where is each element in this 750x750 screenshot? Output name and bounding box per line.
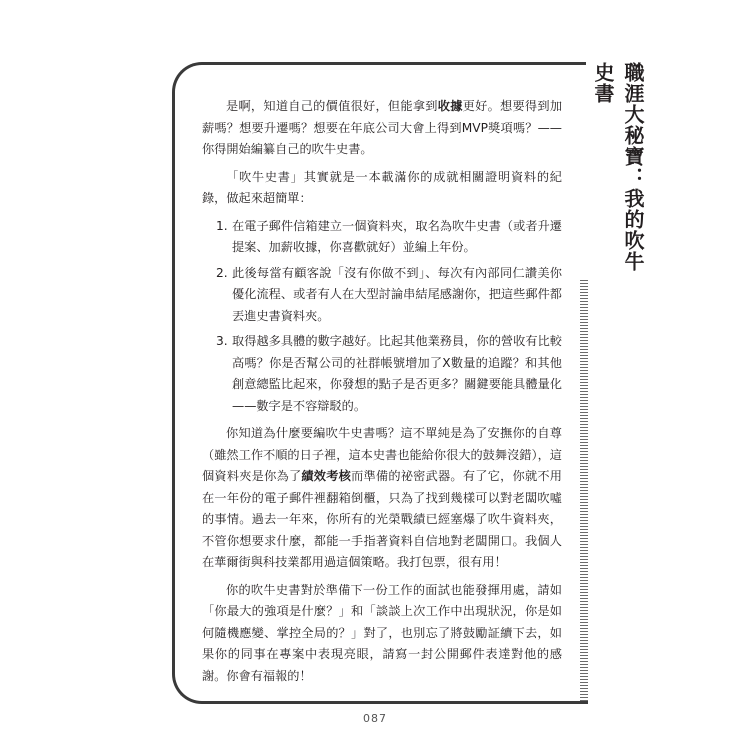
list-number: 3. — [216, 334, 228, 348]
body-text — [202, 96, 562, 693]
paragraph-2: 「吹牛史書」其實就是一本載滿你的成就相關證明資料的紀錄，做起來超簡單： — [202, 169, 562, 205]
frame-right-dotted-edge — [580, 280, 588, 704]
frame-top-corner — [580, 62, 586, 65]
list-text: 此後每當有顧客說「沒有你做不到」、每次有內部同仁讚美你優化流程、或者有人在大型討論串結尾感謝你，把這些郵件都丟進史書資料夾。 — [232, 265, 562, 323]
paragraph-5: 你的吹牛史書對於準備下一份工作的面試也能發揮用處，請如「你最大的強項是什麼？」和「談談上次工作中出現狀況，你是如何隨機應變、掌控全局的？」對了，也別忘了將鼓勵証續下去，如果你的同事在專案中表現亮眼，請寫一封公開郵件表達對他的感謝。你會有福報的！ — [202, 582, 562, 683]
list-item — [202, 216, 562, 259]
paragraph-4-part-a: 你知道為什麼要編吹牛史書嗎？這不單純是為了安撫你的自尊（雖然工作不順的日子裡，這本史書也能給你很大的鼓舞沒錯），這個資料夾是你為了 — [202, 426, 562, 483]
frame-bottom-corner — [574, 701, 588, 704]
list-text: 取得越多具體的數字越好。比起其他業務員，你的營收有比較高嗎？你是否幫公司的社群帳號增加了X數量的追蹤？和其他創意總監比起來，你發想的點子是否更多？關鍵要能具體量化——數字是不容辯駁的。 — [232, 334, 562, 413]
paragraph-1 — [202, 96, 562, 161]
paragraph-4-emphasis: 績效考核 — [301, 469, 352, 483]
running-header — [588, 62, 645, 272]
paragraph-4-part-b: 而準備的祕密武器。有了它，你就不用在一年份的電子郵件裡翻箱倒櫃，只為了找到幾樣可以對老闆吹噓的事情。過去一年來，你所有的光榮戰績已經塞爆了吹牛資料夾，不管你想要求什麼，都能一手指著資料自信地對老闆開口。我個人在華爾街與科技業都用過這個策略。我打包票，很有用！ — [202, 469, 562, 569]
list-number: 1. — [216, 218, 228, 233]
paragraph-1-emphasis: 收據 — [437, 99, 463, 113]
list-item — [202, 263, 562, 328]
page-number: 087 — [363, 712, 387, 725]
list-text: 在電子郵件信箱建立一個資料夾，取名為吹牛史書（或者升遷提案、加薪收據，你喜歡就好）並編上年份。 — [232, 218, 562, 254]
paragraph-4 — [202, 423, 562, 574]
list-item — [202, 331, 562, 417]
paragraph-1-part-b: 更好。想要得到加薪嗎？想要升遷嗎？想要在年底公司大會上得到MVP獎項嗎？——你得開始編纂自己的吹牛史書。 — [202, 99, 563, 156]
section-title: 職涯大秘寶：我的吹牛史書 — [591, 62, 645, 272]
steps-list — [202, 216, 562, 418]
paragraph-1-part-a: 是啊，知道自己的價值很好，但能拿到 — [226, 99, 438, 113]
list-number: 2. — [216, 265, 228, 280]
